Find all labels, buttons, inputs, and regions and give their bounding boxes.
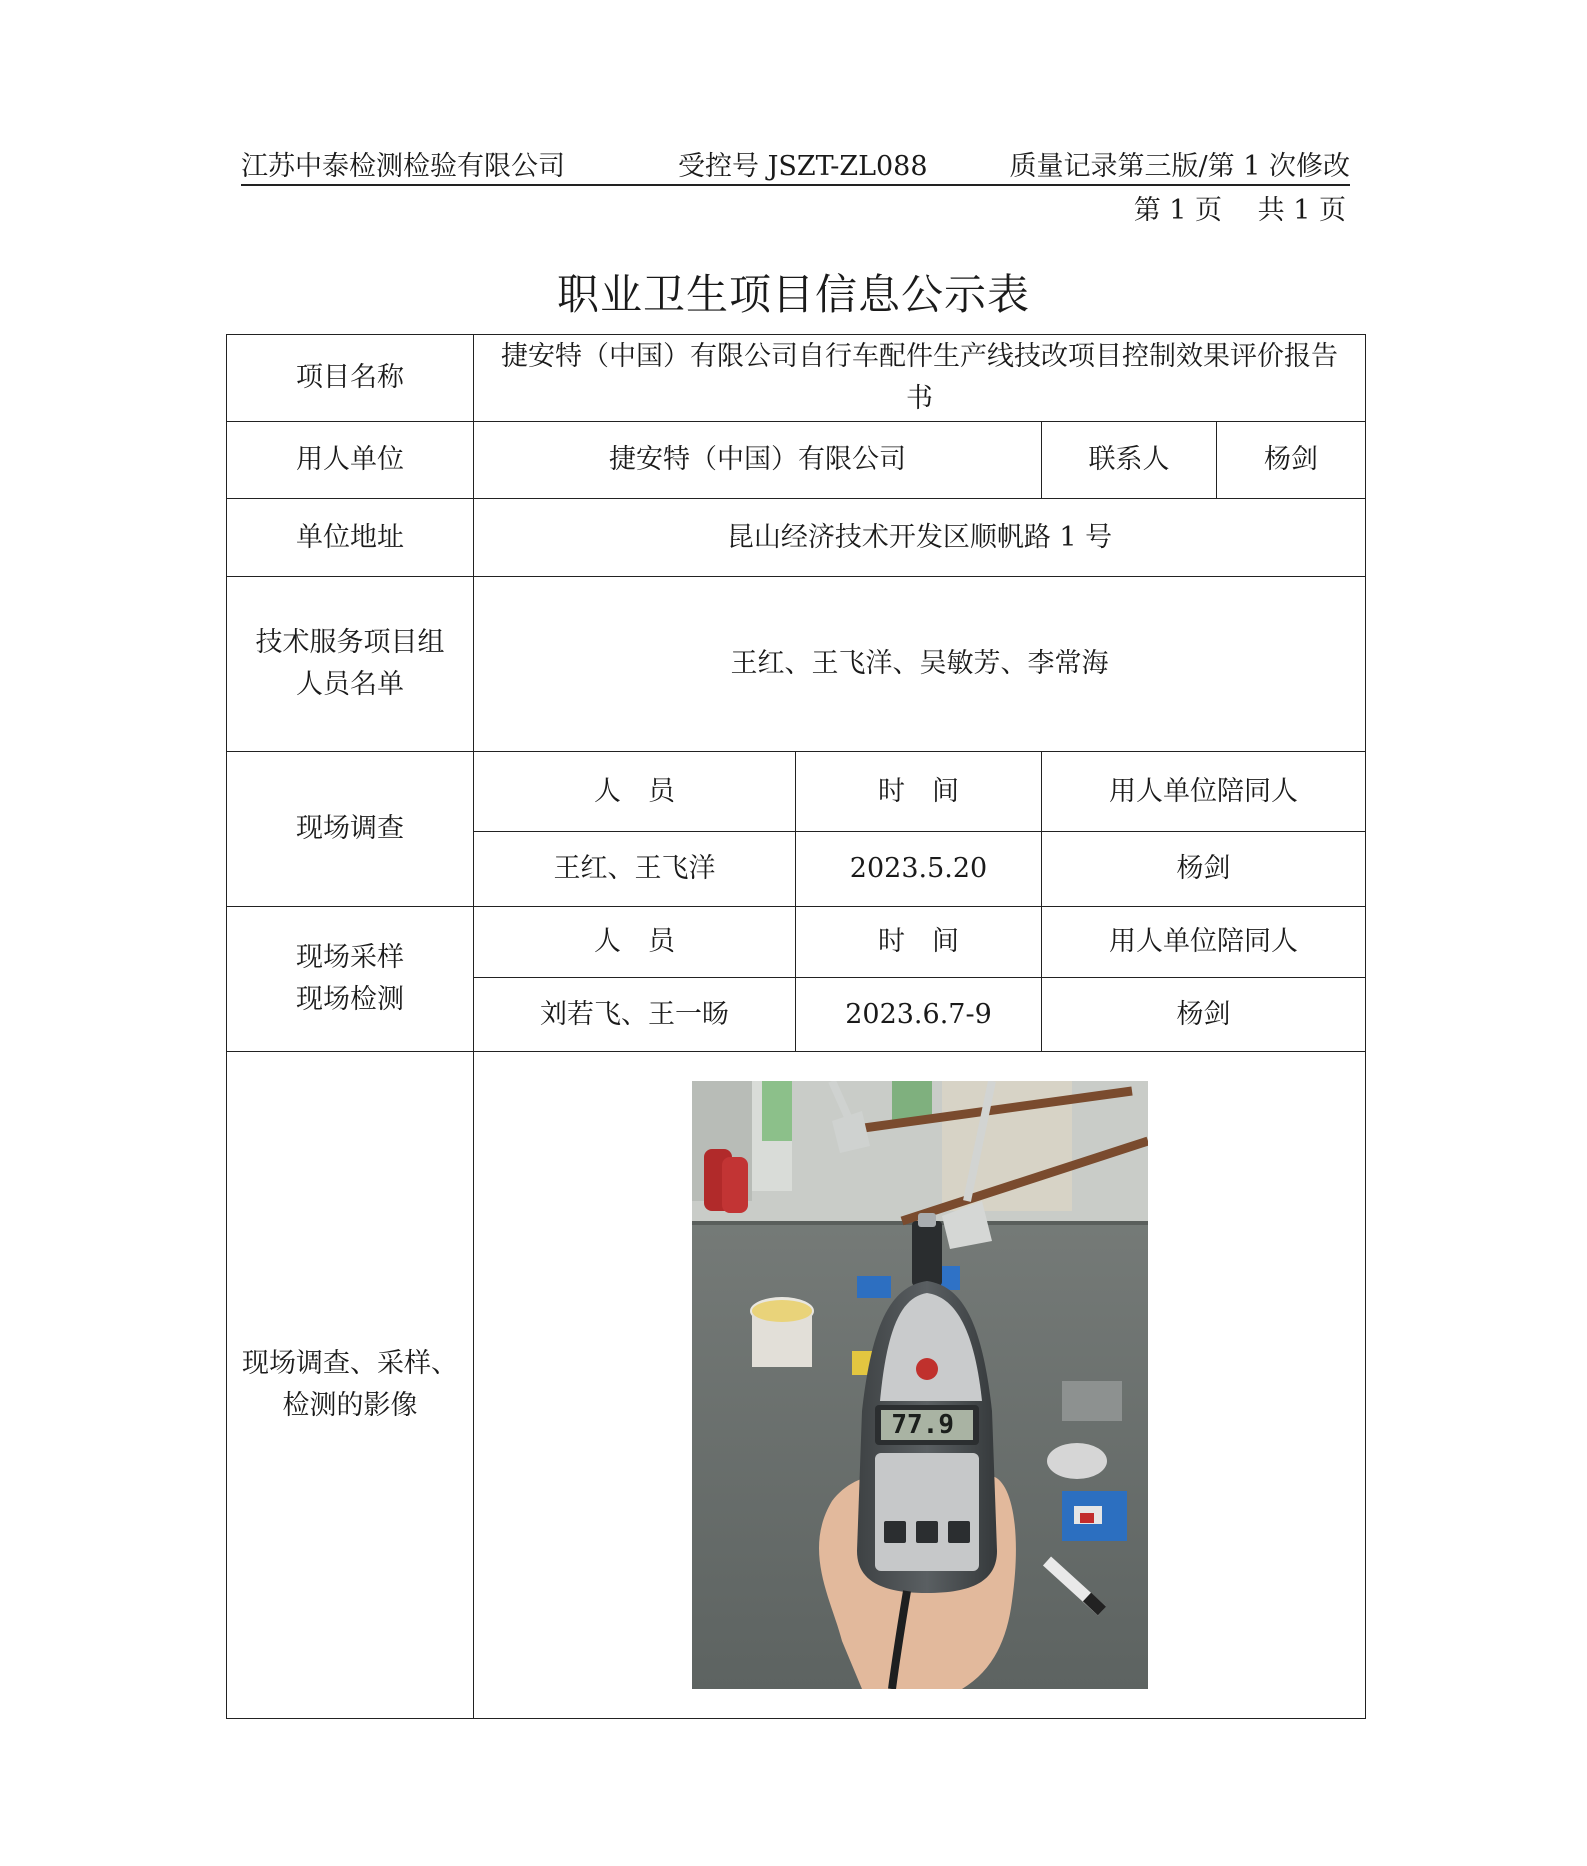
images-label — [227, 1052, 474, 1719]
project-name-label: 项目名称 — [227, 335, 474, 422]
header-control-number: 受控号 JSZT-ZL088 — [678, 151, 928, 182]
header-company: 江苏中泰检测检验有限公司 — [241, 151, 565, 182]
row-team — [227, 577, 1366, 752]
team-value: 王红、王飞洋、吴敏芳、李常海 — [474, 577, 1366, 752]
info-table — [226, 334, 1366, 1719]
project-name-line1: 捷安特（中国）有限公司自行车配件生产线技改项目控制效果评价报告 — [501, 341, 1338, 372]
survey-person: 王红、王飞洋 — [474, 832, 796, 907]
sampling-label-line2: 现场检测 — [296, 984, 404, 1015]
row-employer — [227, 422, 1366, 499]
row-address — [227, 499, 1366, 577]
sampling-col-time: 时 间 — [796, 907, 1042, 978]
row-project-name — [227, 335, 1366, 422]
survey-time: 2023.5.20 — [796, 832, 1042, 907]
survey-col-person: 人 员 — [474, 752, 796, 832]
employer-label: 用人单位 — [227, 422, 474, 499]
header-rule — [241, 184, 1350, 186]
images-cell — [474, 1052, 1366, 1719]
row-survey-header — [227, 752, 1366, 832]
sampling-escort: 杨剑 — [1042, 978, 1366, 1052]
sampling-person: 刘若飞、王一旸 — [474, 978, 796, 1052]
document-title: 职业卫生项目信息公示表 — [556, 270, 1030, 319]
page-counter: 第 1 页 共 1 页 — [1133, 195, 1346, 226]
sampling-col-person: 人 员 — [474, 907, 796, 978]
team-label-line1: 技术服务项目组 — [255, 627, 445, 658]
meter-reading: 77.9 — [890, 1410, 954, 1440]
survey-col-time: 时 间 — [796, 752, 1042, 832]
address-value: 昆山经济技术开发区顺帆路 1 号 — [474, 499, 1366, 577]
sound-level-meter-photo — [692, 1081, 1148, 1689]
project-name-line2: 书 — [906, 383, 933, 414]
sampling-col-escort: 用人单位陪同人 — [1042, 907, 1366, 978]
employer-value: 捷安特（中国）有限公司 — [474, 422, 1042, 499]
contact-value: 杨剑 — [1217, 422, 1366, 499]
row-sampling-header — [227, 907, 1366, 978]
images-label-line1: 现场调查、采样、 — [242, 1348, 458, 1379]
address-label: 单位地址 — [227, 499, 474, 577]
header-version: 质量记录第三版/第 1 次修改 — [1009, 151, 1350, 182]
team-label — [227, 577, 474, 752]
project-name-value — [474, 335, 1366, 422]
sampling-label — [227, 907, 474, 1052]
sampling-time: 2023.6.7-9 — [796, 978, 1042, 1052]
survey-escort: 杨剑 — [1042, 832, 1366, 907]
row-images — [227, 1052, 1366, 1719]
survey-label: 现场调查 — [227, 752, 474, 907]
contact-label: 联系人 — [1042, 422, 1217, 499]
sampling-label-line1: 现场采样 — [296, 942, 404, 973]
site-photo — [692, 1081, 1148, 1689]
images-label-line2: 检测的影像 — [282, 1390, 418, 1421]
team-label-line2: 人员名单 — [296, 669, 404, 700]
survey-col-escort: 用人单位陪同人 — [1042, 752, 1366, 832]
